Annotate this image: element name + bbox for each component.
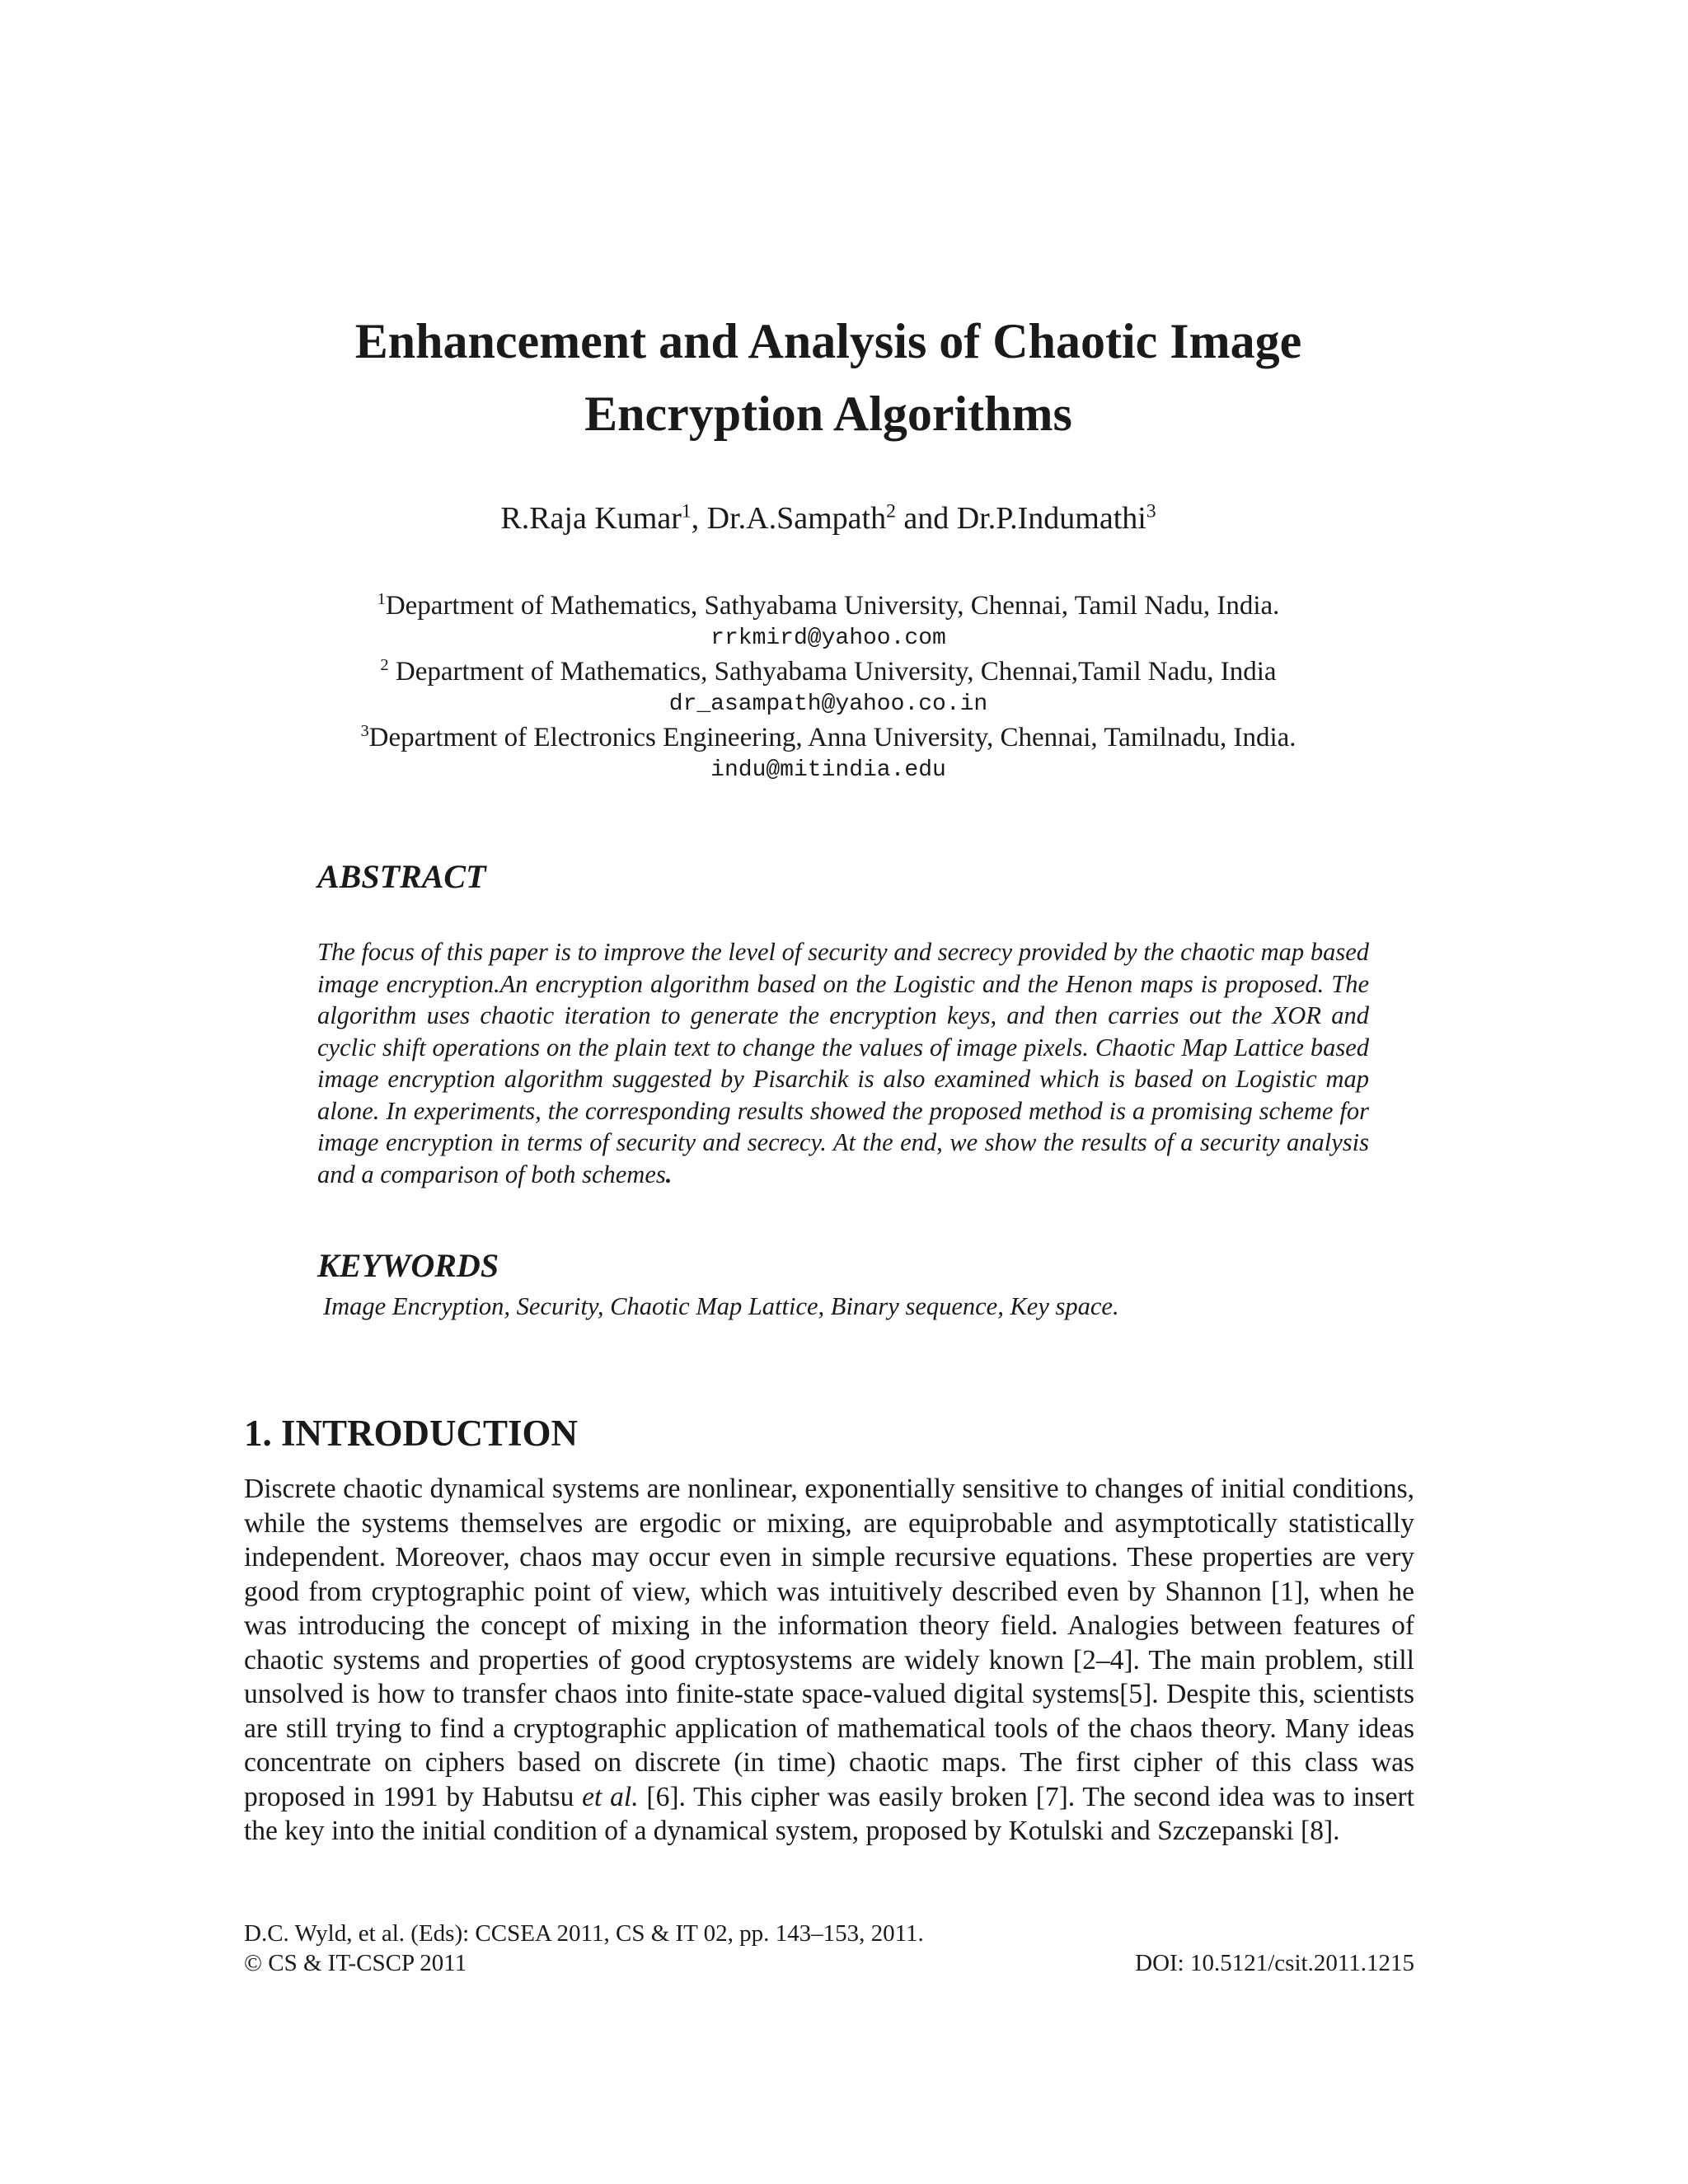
introduction-heading: 1. INTRODUCTION (244, 1413, 579, 1454)
introduction-body (244, 1472, 1414, 1849)
paper-title (272, 305, 1385, 450)
footer-copyright: © CS & IT-CSCP 2011 (244, 1950, 467, 1976)
affiliation-2 (272, 655, 1385, 688)
author-separator-2: and (895, 501, 957, 536)
author-separator-1: , (691, 501, 707, 536)
author-2-sup: 2 (886, 500, 896, 523)
affiliation-1 (272, 589, 1385, 622)
keywords-heading: KEYWORDS (317, 1247, 499, 1284)
affiliation-3 (272, 721, 1385, 754)
footer-doi: DOI: 10.5121/csit.2011.1215 (1135, 1950, 1414, 1976)
abstract-heading: ABSTRACT (317, 858, 486, 895)
author-1: R.Raja Kumar (500, 501, 682, 536)
email-1[interactable]: rrkmird@yahoo.com (710, 626, 946, 651)
author-3-sup: 3 (1146, 500, 1156, 523)
affiliation-3-sup: 3 (360, 722, 369, 740)
introduction-et-al: et al. (582, 1781, 639, 1812)
affiliation-1-sup: 1 (377, 590, 386, 608)
affiliations (272, 589, 1385, 787)
title-line-1: Enhancement and Analysis of Chaotic Image (354, 314, 1302, 368)
author-1-sup: 1 (681, 500, 692, 523)
abstract-text: The focus of this paper is to improve the level of security and secrecy provided by the chaotic map based image encryption.An encryption algorithm based on the Logistic and the Henon maps is proposed. The algorithm uses chaotic iteration to generate the encryption keys, and then carries out the XOR and cyclic shift operations on the plain text to change the values of image pixels. Chaotic Map Lattice based image encryption algorithm suggested by Pisarchik is also examined which is based on Logistic map alone. In experiments, the corresponding results showed the proposed method is a promising scheme for image encryption in terms of security and secrecy. At the end, we show the results of a security analysis and a comparison of both schemes (317, 938, 1369, 1188)
affiliation-3-text: Department of Electronics Engineering, Anna University, Chennai, Tamilnadu, India. (368, 723, 1296, 752)
footer-left (244, 1919, 924, 1978)
affiliation-1-text: Department of Mathematics, Sathyabama University, Chennai, Tamil Nadu, India. (385, 591, 1280, 621)
email-3[interactable]: indu@mitindia.edu (710, 757, 946, 783)
author-3: Dr.P.Indumathi (956, 501, 1146, 536)
introduction-text-1: Discrete chaotic dynamical systems are nonlinear, exponentially sensitive to changes of initial conditions, while the systems themselves are ergodic or mixing, are equiprobable and asymptotically statistically independent. Moreover, chaos may occur even in simple recursive equations. These properties are very good from cryptographic point of view, which was intuitively described even by Shannon [1], when he was introducing the concept of mixing in the information theory field. Analogies between features of chaotic systems and properties of good cryptosystems are widely known [2–4]. The main problem, still unsolved is how to transfer chaos into finite-state space-valued digital systems[5]. Despite this, scientists are still trying to find a cryptographic application of mathematical tools of the chaos theory. Many ideas concentrate on ciphers based on discrete (in time) chaotic maps. The first cipher of this class was proposed in 1991 by Habutsu (244, 1474, 1414, 1812)
title-line-2: Encryption Algorithms (584, 387, 1072, 441)
introduction-text-2: [6]. This cipher was easily broken [7]. The second idea was to insert the key into the initial condition of a dynamical system, proposed by Kotulski and Szczepanski [8]. (244, 1781, 1414, 1846)
affiliation-2-text: Department of Mathematics, Sathyabama University, Chennai,Tamil Nadu, India (388, 657, 1277, 687)
affiliation-2-sup: 2 (380, 656, 389, 674)
author-2: Dr.A.Sampath (706, 501, 887, 536)
abstract-end-mark: . (665, 1160, 673, 1188)
keywords-body: Image Encryption, Security, Chaotic Map Lattice, Binary sequence, Key space. (323, 1292, 1119, 1320)
email-2[interactable]: dr_asampath@yahoo.co.in (668, 691, 988, 717)
author-list (272, 499, 1385, 538)
footer-citation: D.C. Wyld, et al. (Eds): CCSEA 2011, CS & IT 02, pp. 143–153, 2011. (244, 1920, 924, 1947)
abstract-body (317, 936, 1369, 1190)
